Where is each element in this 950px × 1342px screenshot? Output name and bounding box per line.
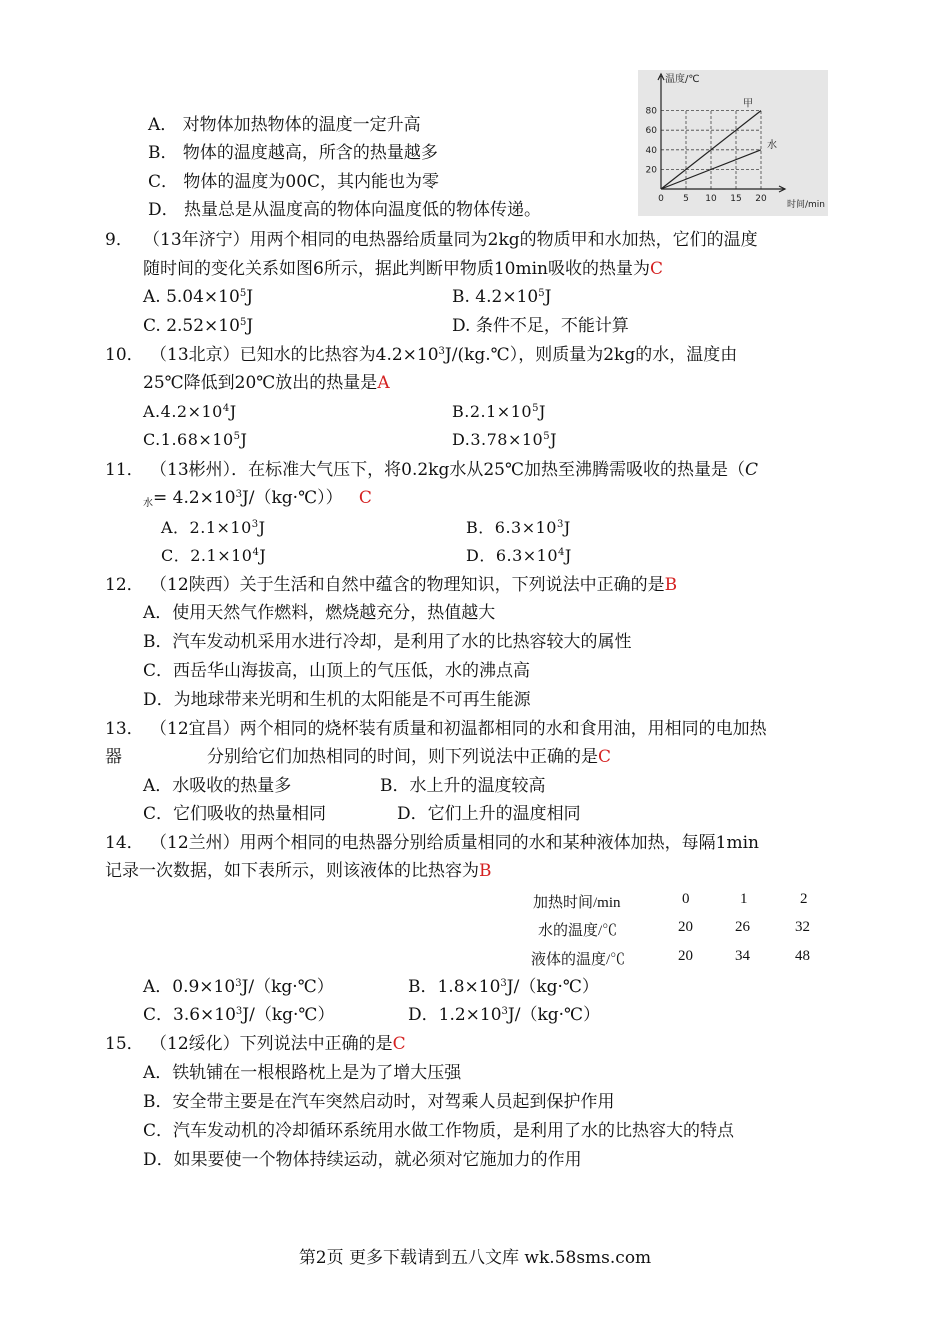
x-tick-label: 0	[658, 194, 664, 204]
q11-option-b: B．$6.3\times 10^3J$	[466, 518, 571, 537]
y-tick-label: 40	[645, 145, 657, 156]
q15-stem: （12绥化）下列说法中正确的是C	[150, 1034, 406, 1054]
x-tick-label: 20	[755, 194, 767, 204]
q12-stem: （12陕西）关于生活和自然中蕴含的物理知识，下列说法中正确的是B	[150, 575, 678, 595]
q8-option-c: C． 物体的温度为00C，其内能也为零	[148, 172, 440, 192]
temperature-time-chart	[638, 70, 828, 216]
q10-option-d: $D.3.78\times 10^5J$	[452, 430, 558, 449]
q13-stem-line1: （12宜昌）两个相同的烧杯装有质量和初温都相同的水和食用油，用相同的电加热	[150, 719, 767, 739]
q10-stem-line2: 25℃降低到20℃放出的热量是A	[143, 373, 390, 393]
table-cell: 20	[678, 948, 693, 964]
q10-answer: A	[377, 373, 390, 393]
q14-option-b: B．$1.8\times 10^3J/(kg\cdot℃)$	[408, 977, 599, 997]
q12-option-d: D．为地球带来光明和生机的太阳能是不可再生能源	[143, 690, 531, 710]
q14-answer: B	[479, 861, 492, 881]
y-tick-label: 80	[645, 106, 657, 117]
q15-number: 15．	[105, 1034, 144, 1054]
table-cell: 26	[735, 919, 750, 935]
q12-answer: B	[664, 575, 678, 595]
x-axis-label: 时间/min	[786, 200, 825, 210]
q13-number: 13．	[105, 719, 144, 739]
q12-number: 12．	[105, 575, 144, 595]
page-footer: 第2页 更多下载请到五八文库 wk.58sms.com	[298, 1248, 652, 1268]
q9-stem-line2: 随时间的变化关系如图6所示，据此判断甲物质10min吸收的热量为C	[143, 259, 663, 279]
table-row-label: 液体的温度/℃	[531, 952, 626, 968]
table-cell: 1	[740, 891, 748, 907]
x-tick-label: 10	[705, 194, 717, 204]
y-tick-label: 20	[645, 165, 657, 176]
q10-option-b: $B.2.1\times 10^5J$	[452, 402, 546, 421]
q14-stem-line1: （12兰州）用两个相同的电热器分别给质量相同的水和某种液体加热，每隔1min	[150, 833, 759, 853]
x-tick-label: 15	[730, 194, 742, 204]
q13-option-a: A．水吸收的热量多	[143, 776, 292, 796]
q13-answer: C	[598, 747, 612, 767]
q11-option-d: D．$6.3\times 10^4J$	[466, 546, 572, 565]
q15-option-d: D．如果要使一个物体持续运动，就必须对它施加力的作用	[143, 1150, 582, 1170]
y-tick-label: 60	[645, 126, 657, 137]
q15-answer: C	[392, 1034, 406, 1054]
q9-answer: C	[649, 259, 663, 279]
series-label: 水	[767, 139, 777, 151]
y-axis-label: 温度/℃	[665, 74, 700, 85]
table-cell: 2	[800, 891, 808, 907]
table-cell: 34	[735, 948, 750, 964]
q11-option-a: A．$2.1\times 10^3J$	[161, 518, 266, 537]
table-cell: 20	[678, 919, 693, 935]
chart-axes	[658, 74, 785, 192]
q11-stem-line2: $_水= 4.2\times 10^3J/(kg\cdot℃)$） C	[143, 488, 372, 509]
q13-stem-line2-a: 器	[105, 747, 122, 767]
q14-number: 14．	[105, 833, 144, 853]
q13-option-c: C．它们吸收的热量相同	[143, 804, 327, 824]
q9-option-c: C. $2.52\times 10^5J$	[143, 316, 254, 336]
q10-option-c: $C.1.68\times 10^5J$	[143, 430, 248, 449]
q9-option-a: A. $5.04\times 10^5J$	[143, 287, 254, 307]
q11-number: 11．	[105, 460, 144, 480]
q9-option-d: D. 条件不足，不能计算	[452, 316, 629, 336]
q14-option-a: A．$0.9\times 10^3J/(kg\cdot℃)$	[143, 977, 334, 997]
q11-stem-line1: （13彬州）．在标准大气压下，将0.2kg水从25℃加热至沸腾需吸收的热量是（C	[150, 460, 759, 480]
q9-option-b: B. $4.2\times 10^5J$	[452, 287, 552, 307]
series-label: 甲	[743, 98, 753, 110]
q11-c-symbol: C	[745, 460, 759, 480]
q12-option-a: A．使用天然气作燃料，燃烧越充分，热值越大	[143, 603, 496, 623]
table-cell: 0	[682, 891, 690, 907]
q9-stem-line1: （13年济宁）用两个相同的电热器给质量同为2kg的物质甲和水加热，它们的温度	[143, 230, 758, 250]
table-cell: 48	[795, 948, 810, 964]
q8-option-d: D． 热量总是从温度高的物体向温度低的物体传递。	[148, 200, 542, 220]
q8-option-a: A． 对物体加热物体的温度一定升高	[148, 115, 421, 135]
q14-stem-line2: 记录一次数据，如下表所示，则该液体的比热容为B	[105, 861, 492, 881]
q13-option-d: D．它们上升的温度相同	[397, 804, 581, 824]
q11-option-c: C．$2.1\times 10^4J$	[161, 546, 267, 565]
q15-option-c: C．汽车发动机的冷却循环系统用水做工作物质，是利用了水的比热容大的特点	[143, 1121, 735, 1141]
table-row-label: 加热时间/min	[533, 895, 621, 911]
q11-answer: C	[358, 488, 372, 508]
table-cell: 32	[795, 919, 810, 935]
x-tick-label: 5	[683, 194, 689, 204]
q15-option-a: A．铁轨铺在一根根路枕上是为了增大压强	[143, 1063, 462, 1083]
q10-stem-line1: （13北京）已知水的比热容为$4.2\times 10^3J/(kg.℃)$，则质量为2kg的水，温度由	[150, 345, 738, 365]
q13-option-b: B．水上升的温度较高	[380, 776, 546, 796]
q12-option-b: B．汽车发动机采用水进行冷却，是利用了水的比热容较大的属性	[143, 632, 632, 652]
table-row-label: 水的温度/℃	[538, 923, 618, 939]
q8-option-b: B． 物体的温度越高，所含的热量越多	[148, 143, 438, 163]
q14-option-d: D．$1.2\times 10^3J/(kg\cdot℃)$	[408, 1005, 601, 1025]
q15-option-b: B．安全带主要是在汽车突然启动时，对驾乘人员起到保护作用	[143, 1092, 615, 1112]
q9-number: 9．	[105, 230, 133, 250]
q12-option-c: C．西岳华山海拔高，山顶上的气压低，水的沸点高	[143, 661, 531, 681]
q10-number: 10．	[105, 345, 144, 365]
q10-option-a: $A.4.2\times 10^4J$	[143, 402, 237, 421]
q14-option-c: C．$3.6\times 10^3J/(kg\cdot℃)$	[143, 1005, 335, 1025]
q13-stem-line2-b: 分别给它们加热相同的时间，则下列说法中正确的是C	[207, 747, 612, 767]
